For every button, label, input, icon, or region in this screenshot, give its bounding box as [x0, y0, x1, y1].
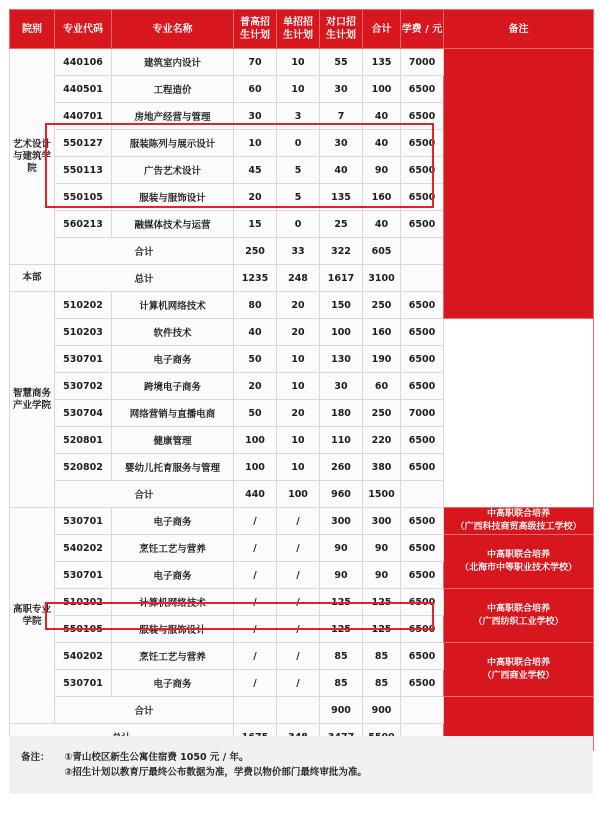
- subtotal-label: 合计: [55, 697, 234, 724]
- cell-single: 10: [277, 373, 320, 400]
- subtotal-label: 合计: [55, 481, 234, 508]
- cell-total: 90: [363, 562, 401, 589]
- cell-total: 85: [363, 670, 401, 697]
- cell-counterpart: 30: [320, 373, 363, 400]
- cell-single: 10: [277, 346, 320, 373]
- note-line-1: 中高职联合培养: [486, 509, 550, 519]
- table-row: [10, 643, 594, 670]
- cell-single: /: [277, 589, 320, 616]
- cell-total: 60: [363, 373, 401, 400]
- cell-total: 160: [363, 319, 401, 346]
- cell-general: 20: [234, 373, 277, 400]
- cell-total: 40: [363, 130, 401, 157]
- cell-general: 60: [234, 76, 277, 103]
- cell-total: 125: [363, 589, 401, 616]
- cell-general: /: [234, 535, 277, 562]
- header-row: [10, 10, 594, 49]
- cell-single: /: [277, 508, 320, 535]
- cell-single: /: [277, 562, 320, 589]
- cell-name: 广告艺术设计: [112, 157, 234, 184]
- enrollment-plan-table-wrapper: [9, 9, 593, 751]
- cell-counterpart: 100: [320, 319, 363, 346]
- cell-code: 530701: [55, 508, 112, 535]
- header-notes: 备注: [444, 10, 594, 49]
- cell-single: 0: [277, 211, 320, 238]
- cell-fee: 6500: [401, 427, 444, 454]
- header-name: 专业名称: [112, 10, 234, 49]
- table-row: [10, 454, 594, 481]
- cell-total: 85: [363, 643, 401, 670]
- cell-total: 160: [363, 184, 401, 211]
- cell-general: 50: [234, 346, 277, 373]
- table-row: [10, 508, 594, 535]
- cell-fee: 6500: [401, 292, 444, 319]
- department-main-campus: 本部: [10, 265, 55, 292]
- enrollment-plan-table: [9, 9, 594, 751]
- cell-single: 20: [277, 400, 320, 427]
- cell-single: /: [277, 616, 320, 643]
- cell-fee: 6500: [401, 373, 444, 400]
- subtotal-total: 900: [363, 697, 401, 724]
- table-row: [10, 535, 594, 562]
- grand-total-label: 总计: [55, 265, 234, 292]
- cell-name: 融媒体技术与运营: [112, 211, 234, 238]
- note-line-1: 中高职联合培养: [486, 549, 550, 560]
- cell-code: 540202: [55, 643, 112, 670]
- cell-code: 510202: [55, 292, 112, 319]
- subtotal-fee-empty: [401, 481, 444, 508]
- cell-general: /: [234, 562, 277, 589]
- subtotal-general: 250: [234, 238, 277, 265]
- cell-counterpart: 125: [320, 589, 363, 616]
- cell-general: 30: [234, 103, 277, 130]
- cell-counterpart: 85: [320, 670, 363, 697]
- grand-total-counterpart: 1617: [320, 265, 363, 292]
- notes-cell-empty: [444, 49, 594, 319]
- department-art-design: 艺术设计与建筑学院: [10, 49, 55, 265]
- cell-name: 计算机网络技术: [112, 589, 234, 616]
- cell-name: 计算机网络技术: [112, 292, 234, 319]
- cell-name: 服装与服饰设计: [112, 184, 234, 211]
- cell-counterpart: 7: [320, 103, 363, 130]
- cell-fee: 6500: [401, 211, 444, 238]
- cell-general: 50: [234, 400, 277, 427]
- cell-total: 300: [363, 508, 401, 535]
- subtotal-label: 合计: [55, 238, 234, 265]
- header-general-plan: 普高招生计划: [234, 10, 277, 49]
- cell-fee: 6500: [401, 508, 444, 535]
- cell-counterpart: 90: [320, 562, 363, 589]
- cell-code: 540202: [55, 535, 112, 562]
- cell-fee: 6500: [401, 184, 444, 211]
- cell-name: 电子商务: [112, 508, 234, 535]
- table-row: [10, 346, 594, 373]
- cell-general: /: [234, 670, 277, 697]
- cell-total: 220: [363, 427, 401, 454]
- cell-general: 45: [234, 157, 277, 184]
- note-joint-training: [444, 643, 594, 697]
- cell-fee: 6500: [401, 319, 444, 346]
- cell-general: /: [234, 589, 277, 616]
- cell-fee: 6500: [401, 562, 444, 589]
- cell-total: 135: [363, 49, 401, 76]
- department-higher-vocational: 高职专业学院: [10, 508, 55, 724]
- cell-counterpart: 85: [320, 643, 363, 670]
- subtotal-general: [234, 697, 277, 724]
- header-counterpart-plan: 对口招生计划: [320, 10, 363, 49]
- note-line-2: （北海市中等职业技术学校）: [459, 562, 577, 573]
- cell-single: 20: [277, 319, 320, 346]
- note-joint-training: [444, 508, 594, 535]
- cell-total: 40: [363, 211, 401, 238]
- cell-counterpart: 40: [320, 157, 363, 184]
- cell-total: 90: [363, 535, 401, 562]
- cell-counterpart: 110: [320, 427, 363, 454]
- cell-name: 电子商务: [112, 562, 234, 589]
- cell-code: 510203: [55, 319, 112, 346]
- cell-fee: 6500: [401, 616, 444, 643]
- cell-name: 电子商务: [112, 670, 234, 697]
- subtotal-fee-empty: [401, 697, 444, 724]
- cell-name: 工程造价: [112, 76, 234, 103]
- cell-name: 跨境电子商务: [112, 373, 234, 400]
- subtotal-single: [277, 697, 320, 724]
- cell-general: /: [234, 616, 277, 643]
- cell-counterpart: 90: [320, 535, 363, 562]
- cell-single: 10: [277, 427, 320, 454]
- cell-name: 建筑室内设计: [112, 49, 234, 76]
- subtotal-counterpart: 900: [320, 697, 363, 724]
- header-total: 合计: [363, 10, 401, 49]
- header-code: 专业代码: [55, 10, 112, 49]
- cell-counterpart: 125: [320, 616, 363, 643]
- cell-general: /: [234, 508, 277, 535]
- subtotal-total: 605: [363, 238, 401, 265]
- footer-label: 备注：: [21, 752, 50, 763]
- note-joint-training: [444, 589, 594, 643]
- cell-single: 10: [277, 49, 320, 76]
- cell-name: 服装与服饰设计: [112, 616, 234, 643]
- subtotal-fee-empty: [401, 238, 444, 265]
- note-line-1: 中高职联合培养: [486, 603, 550, 614]
- cell-total: 90: [363, 157, 401, 184]
- cell-name: 健康管理: [112, 427, 234, 454]
- cell-code: 550105: [55, 184, 112, 211]
- cell-code: 520801: [55, 427, 112, 454]
- department-smart-commerce: 智慧商务产业学院: [10, 292, 55, 508]
- cell-single: 20: [277, 292, 320, 319]
- grand-total-fee-empty: [401, 265, 444, 292]
- cell-code: 560213: [55, 211, 112, 238]
- grand-total-total: 3100: [363, 265, 401, 292]
- cell-general: 70: [234, 49, 277, 76]
- cell-counterpart: 25: [320, 211, 363, 238]
- cell-single: 10: [277, 454, 320, 481]
- cell-code: 530701: [55, 346, 112, 373]
- cell-fee: 6500: [401, 589, 444, 616]
- cell-fee: 6500: [401, 76, 444, 103]
- cell-fee: 6500: [401, 454, 444, 481]
- table-row: [10, 400, 594, 427]
- cell-fee: 6500: [401, 643, 444, 670]
- cell-total: 380: [363, 454, 401, 481]
- cell-fee: 6500: [401, 157, 444, 184]
- cell-general: 80: [234, 292, 277, 319]
- cell-total: 250: [363, 292, 401, 319]
- footer-note-2: ②招生计划以教育厅最终公布数据为准，学费以物价部门最终审批为准。: [64, 767, 367, 778]
- table-row: [10, 319, 594, 346]
- subtotal-total: 1500: [363, 481, 401, 508]
- subtotal-single: 100: [277, 481, 320, 508]
- cell-counterpart: 180: [320, 400, 363, 427]
- subtotal-counterpart: 960: [320, 481, 363, 508]
- header-fee: 学费 / 元: [401, 10, 444, 49]
- cell-fee: 6500: [401, 103, 444, 130]
- cell-fee: 6500: [401, 535, 444, 562]
- cell-name: 烹饪工艺与营养: [112, 535, 234, 562]
- note-line-1: 中高职联合培养: [486, 657, 550, 668]
- subtotal-general: 440: [234, 481, 277, 508]
- cell-counterpart: 30: [320, 130, 363, 157]
- cell-total: 125: [363, 616, 401, 643]
- cell-total: 40: [363, 103, 401, 130]
- cell-counterpart: 150: [320, 292, 363, 319]
- subtotal-row: [10, 481, 594, 508]
- cell-name: 服装陈列与展示设计: [112, 130, 234, 157]
- footer-notes: [9, 736, 593, 794]
- cell-single: 3: [277, 103, 320, 130]
- cell-single: /: [277, 670, 320, 697]
- footer-lines: [64, 750, 367, 780]
- cell-counterpart: 300: [320, 508, 363, 535]
- table-row: [10, 49, 594, 76]
- cell-counterpart: 130: [320, 346, 363, 373]
- grand-total-single: 248: [277, 265, 320, 292]
- cell-counterpart: 55: [320, 49, 363, 76]
- cell-name: 电子商务: [112, 346, 234, 373]
- header-single-plan: 单招招生计划: [277, 10, 320, 49]
- table-row: [10, 373, 594, 400]
- cell-code: 550105: [55, 616, 112, 643]
- cell-single: 0: [277, 130, 320, 157]
- cell-general: 15: [234, 211, 277, 238]
- table-row: [10, 589, 594, 616]
- cell-fee: 6500: [401, 670, 444, 697]
- cell-single: 10: [277, 76, 320, 103]
- cell-code: 510202: [55, 589, 112, 616]
- cell-name: 烹饪工艺与营养: [112, 643, 234, 670]
- cell-counterpart: 135: [320, 184, 363, 211]
- cell-fee: 7000: [401, 49, 444, 76]
- cell-name: 房地产经营与管理: [112, 103, 234, 130]
- cell-general: /: [234, 643, 277, 670]
- cell-general: 100: [234, 427, 277, 454]
- cell-counterpart: 30: [320, 76, 363, 103]
- footer-note-1: ①青山校区新生公寓住宿费 1050 元 / 年。: [64, 752, 249, 763]
- subtotal-row: [10, 697, 594, 724]
- cell-single: 5: [277, 184, 320, 211]
- cell-general: 20: [234, 184, 277, 211]
- grand-total-general: 1235: [234, 265, 277, 292]
- cell-counterpart: 260: [320, 454, 363, 481]
- cell-general: 40: [234, 319, 277, 346]
- cell-code: 440501: [55, 76, 112, 103]
- cell-fee: 6500: [401, 346, 444, 373]
- note-line-2: （广西纺织工业学校）: [473, 616, 564, 627]
- cell-general: 10: [234, 130, 277, 157]
- cell-code: 530701: [55, 670, 112, 697]
- cell-code: 530704: [55, 400, 112, 427]
- cell-code: 550113: [55, 157, 112, 184]
- cell-fee: 7000: [401, 400, 444, 427]
- cell-code: 530701: [55, 562, 112, 589]
- cell-total: 250: [363, 400, 401, 427]
- cell-code: 440106: [55, 49, 112, 76]
- table-row: [10, 427, 594, 454]
- note-joint-training: [444, 535, 594, 589]
- subtotal-single: 33: [277, 238, 320, 265]
- cell-code: 440701: [55, 103, 112, 130]
- cell-fee: 6500: [401, 130, 444, 157]
- cell-code: 520802: [55, 454, 112, 481]
- cell-single: /: [277, 643, 320, 670]
- note-line-2: （广西科技商贸高级技工学校）: [455, 522, 582, 532]
- cell-total: 100: [363, 76, 401, 103]
- cell-single: 5: [277, 157, 320, 184]
- cell-total: 190: [363, 346, 401, 373]
- header-department: 院别: [10, 10, 55, 49]
- cell-name: 婴幼儿托育服务与管理: [112, 454, 234, 481]
- cell-single: /: [277, 535, 320, 562]
- cell-name: 软件技术: [112, 319, 234, 346]
- cell-name: 网络营销与直播电商: [112, 400, 234, 427]
- cell-code: 530702: [55, 373, 112, 400]
- cell-general: 100: [234, 454, 277, 481]
- subtotal-counterpart: 322: [320, 238, 363, 265]
- cell-code: 550127: [55, 130, 112, 157]
- note-line-2: （广西商业学校）: [482, 670, 555, 681]
